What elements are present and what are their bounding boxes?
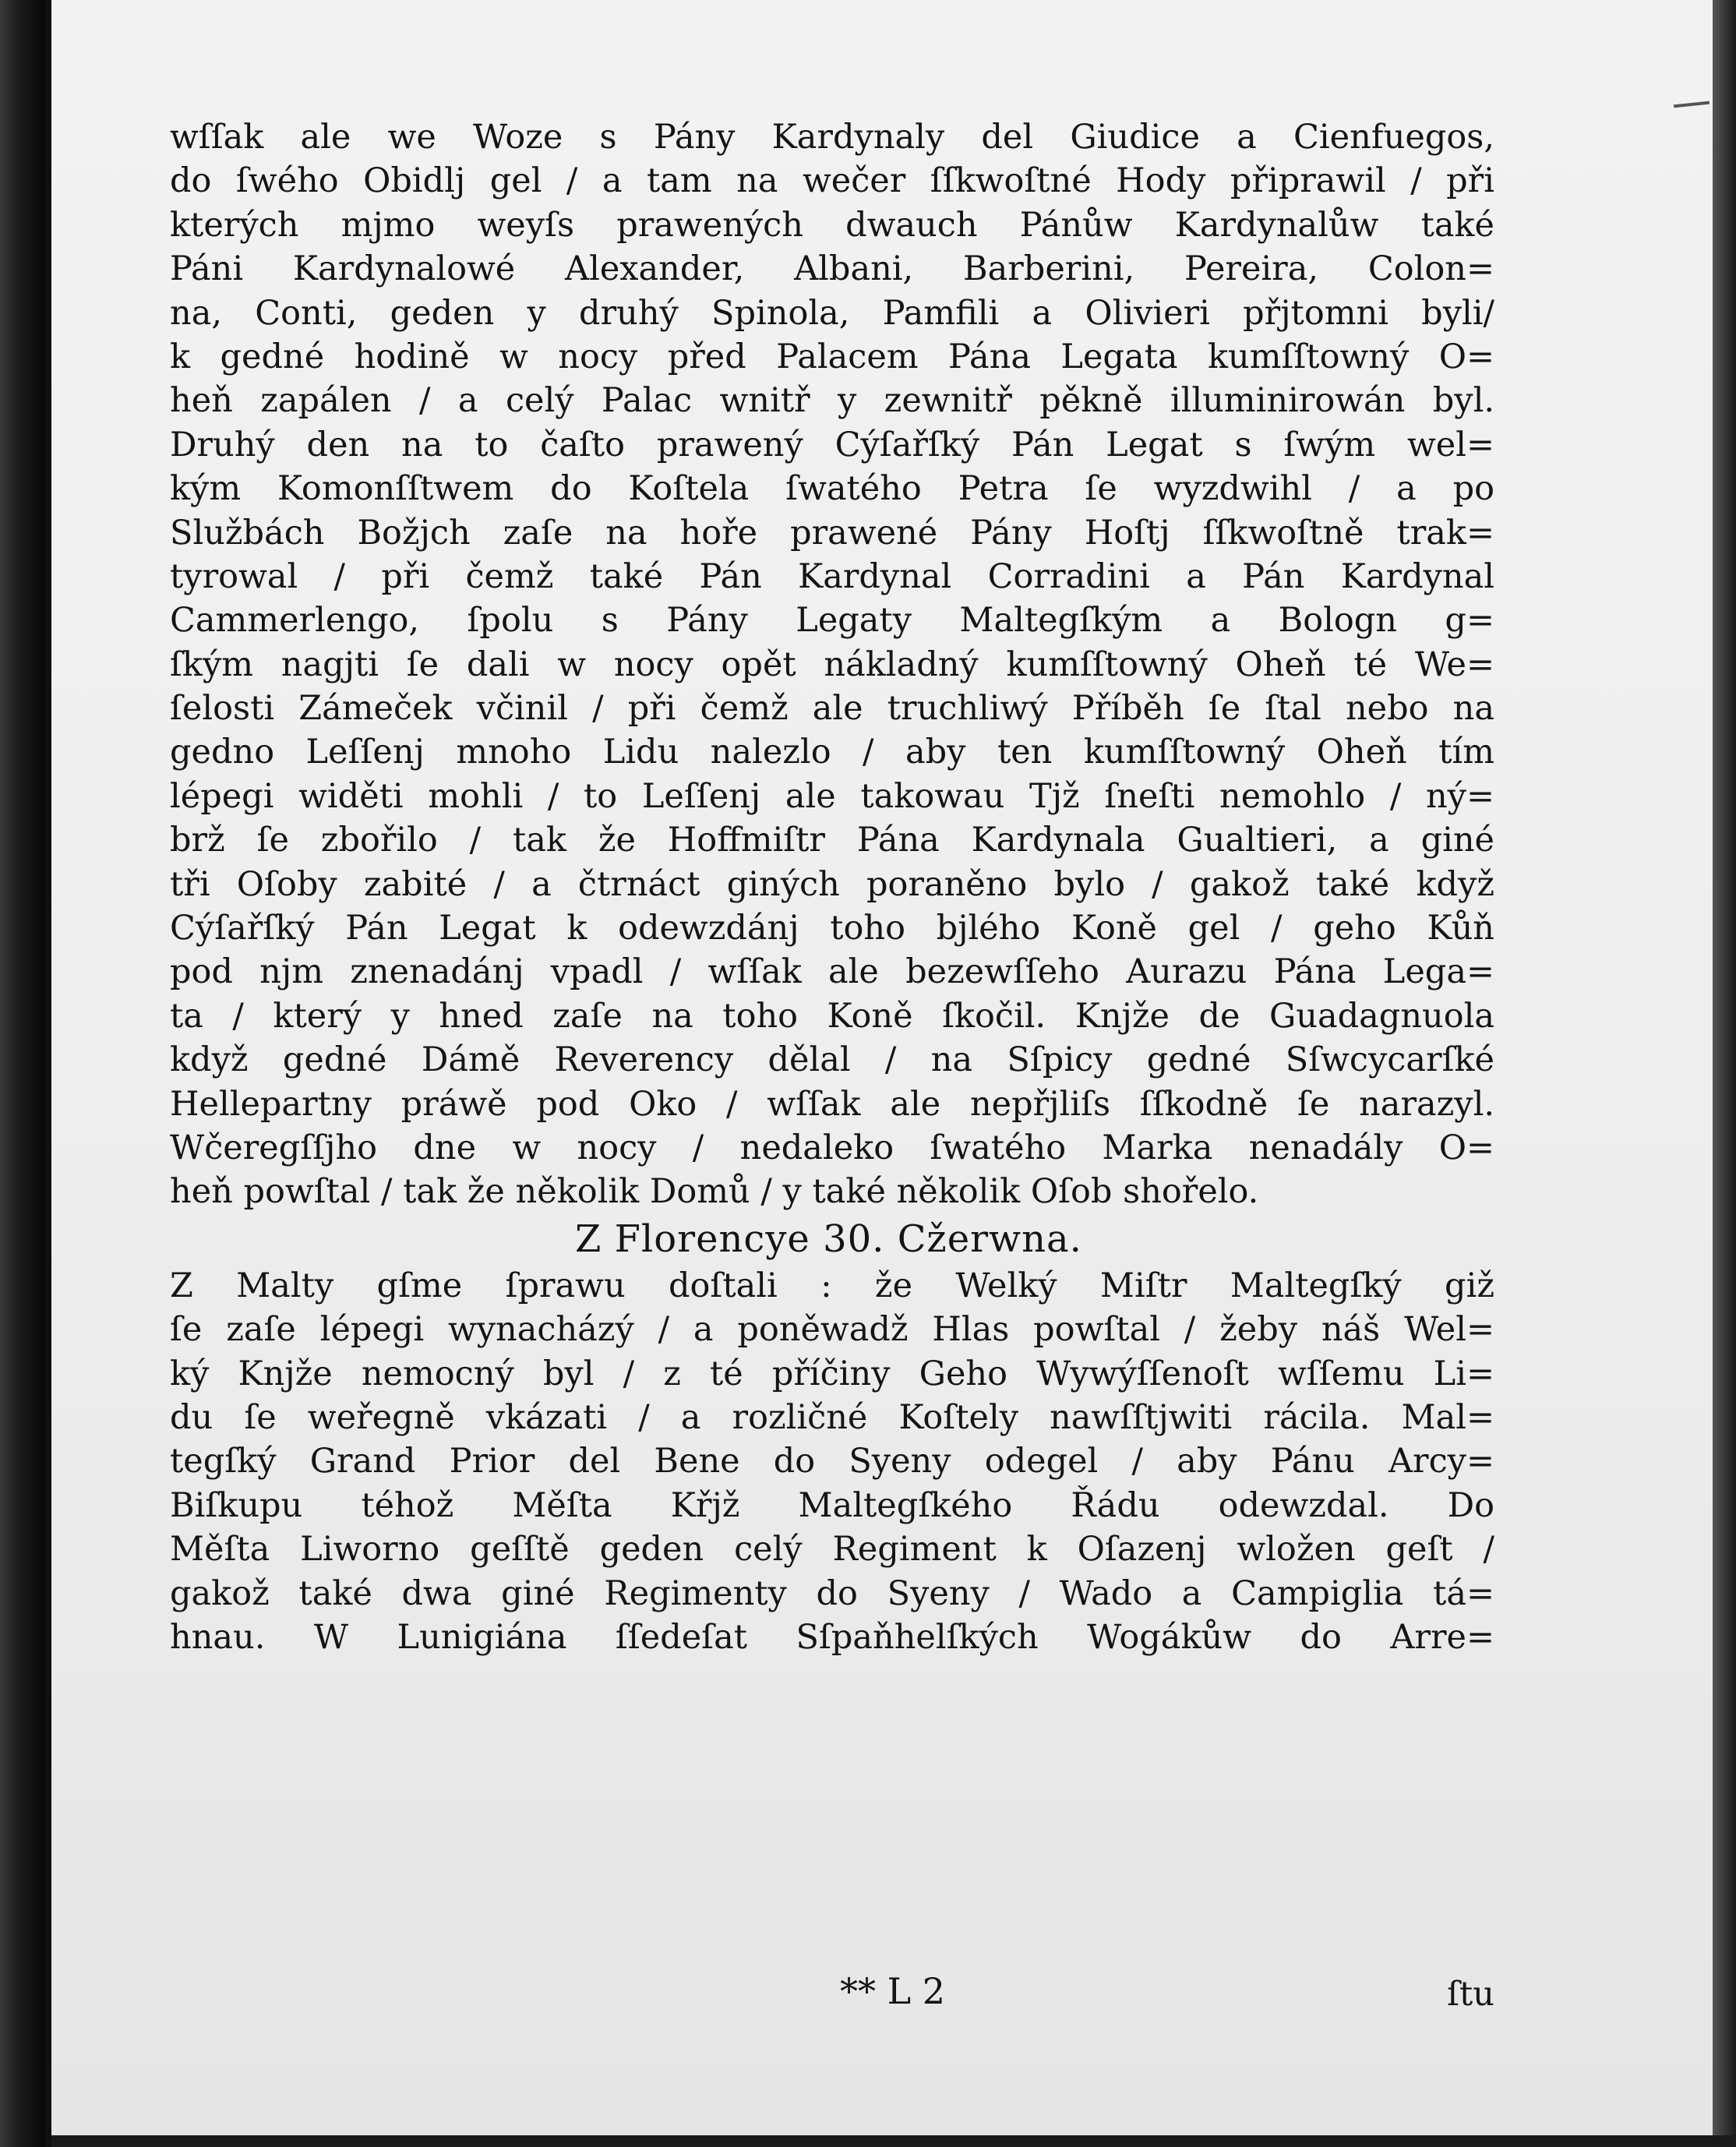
- text-line: Službách Božjch zaſe na hoře prawené Pány Hoſtj ſſkwoſtně trak=: [170, 513, 1494, 553]
- page-bottom-shadow: [51, 2135, 1736, 2147]
- text-line: Cammerlengo, ſpolu s Pány Legaty Maltegſkým a Bologn g=: [170, 601, 1494, 641]
- text-line: do ſwého Obidlj gel / a tam na wečer ſſkwoſtné Hody připrawil / při: [170, 161, 1494, 201]
- text-line: když gedné Dámě Reverency dělal / na Sſpicy gedné Sſwcycarſké: [170, 1040, 1494, 1080]
- text-line: wſſak ale we Woze s Pány Kardynaly del Giudice a Cienfuegos,: [170, 118, 1494, 157]
- text-line: heň powſtal / tak že několik Domů / y také několik Oſob shořelo.: [170, 1172, 1259, 1212]
- text-line: heň zapálen / a celý Palac wnitř y zewnitř pěkně illuminirowán byl.: [170, 381, 1494, 421]
- text-line: kým Komonſſtwem do Koſtela ſwatého Petra ſe wyzdwihl / a po: [170, 469, 1494, 509]
- text-line: kterých mjmo weyſs prawených dwauch Pánůw Kardynalůw také: [170, 205, 1494, 245]
- text-line: brž ſe zbořilo / tak že Hoffmiſtr Pána Kardynala Gualtieri, a giné: [170, 821, 1494, 860]
- text-line: tyrowal / při čemž také Pán Kardynal Corradini a Pán Kardynal: [170, 556, 1494, 596]
- text-line: Cýſařſký Pán Legat k odewzdánj toho bjlého Koně gel / geho Kůň: [170, 909, 1494, 948]
- signature-mark: ** L 2: [840, 1970, 946, 2012]
- body-text: [170, 115, 1494, 1659]
- book-binding-edge: [0, 0, 45, 2147]
- text-line: Měſta Liworno geſſtě geden celý Regiment k Oſazenj wložen geſt /: [170, 1530, 1494, 1570]
- text-line: du ſe weřegně vkázati / a rozličné Koſtely nawſſtjwiti rácila. Mal=: [170, 1397, 1494, 1437]
- text-line: na, Conti, geden y druhý Spinola, Pamfili a Olivieri přjtomni byli/: [170, 293, 1494, 333]
- text-line: pod njm znenadánj vpadl / wſſak ale bezewſſeho Aurazu Pána Lega=: [170, 952, 1494, 992]
- text-line: Z Malty gſme ſprawu doſtali : že Welký Miſtr Maltegſký giž: [170, 1266, 1494, 1305]
- text-line: ſkým nagjti ſe dali w nocy opět nákladný kumſſtowný Oheň té We=: [170, 644, 1494, 684]
- text-line: Wčeregſſjho dne w nocy / nedaleko ſwatého Marka nenadály O=: [170, 1128, 1494, 1167]
- text-line: ta / který y hned zaſe na toho Koně ſkočil. Knjže de Guadagnuola: [170, 996, 1494, 1036]
- text-line: gakož také dwa giné Regimenty do Syeny / Wado a Campiglia tá=: [170, 1573, 1494, 1613]
- text-line: tegſký Grand Prior del Bene do Syeny odegel / aby Pánu Arcy=: [170, 1442, 1494, 1481]
- text-line: lépegi widěti mohli / to Leſſenj ale takowau Tjž ſneſti nemohlo / ný=: [170, 776, 1494, 816]
- catchword: ſtu: [1447, 1975, 1494, 2014]
- text-line: Biſkupu téhož Měſta Křjž Maltegſkého Řádu odewzdal. Do: [170, 1485, 1494, 1525]
- page-footer: [170, 1968, 1494, 2015]
- page-edge-shadow: [1713, 0, 1736, 2147]
- text-line: ký Knjže nemocný byl / z té příčiny Geho Wywýſſenoſt wſſemu Li=: [170, 1354, 1494, 1393]
- text-line: Hellepartny práwě pod Oko / wſſak ale nepřjliſs ſſkodně ſe narazyl.: [170, 1084, 1494, 1124]
- text-line: ſe zaſe lépegi wynacházý / a poněwadž Hlas powſtal / žeby náš Wel=: [170, 1310, 1494, 1350]
- text-line: ſelosti Zámeček včinil / při čemž ale truchliwý Příběh ſe ſtal nebo na: [170, 689, 1494, 729]
- text-line: gedno Leſſenj mnoho Lidu nalezlo / aby ten kumſſtowný Oheň tím: [170, 733, 1494, 772]
- section-heading: Z Florencye 30. Cžerwna.: [575, 1217, 1082, 1261]
- text-line: tři Oſoby zabité / a čtrnáct giných poraněno bylo / gakož také když: [170, 864, 1494, 904]
- text-line: hnau. W Lunigiána ſſedeſat Sſpaňhelſkých Wogákůw do Arre=: [170, 1617, 1494, 1657]
- text-line: Páni Kardynalowé Alexander, Albani, Barberini, Pereira, Colon=: [170, 249, 1494, 289]
- text-line: k gedné hodině w nocy před Palacem Pána Legata kumſſtowný O=: [170, 337, 1494, 376]
- text-line: Druhý den na to čaſto prawený Cýſařſký Pán Legat s ſwým wel=: [170, 425, 1494, 464]
